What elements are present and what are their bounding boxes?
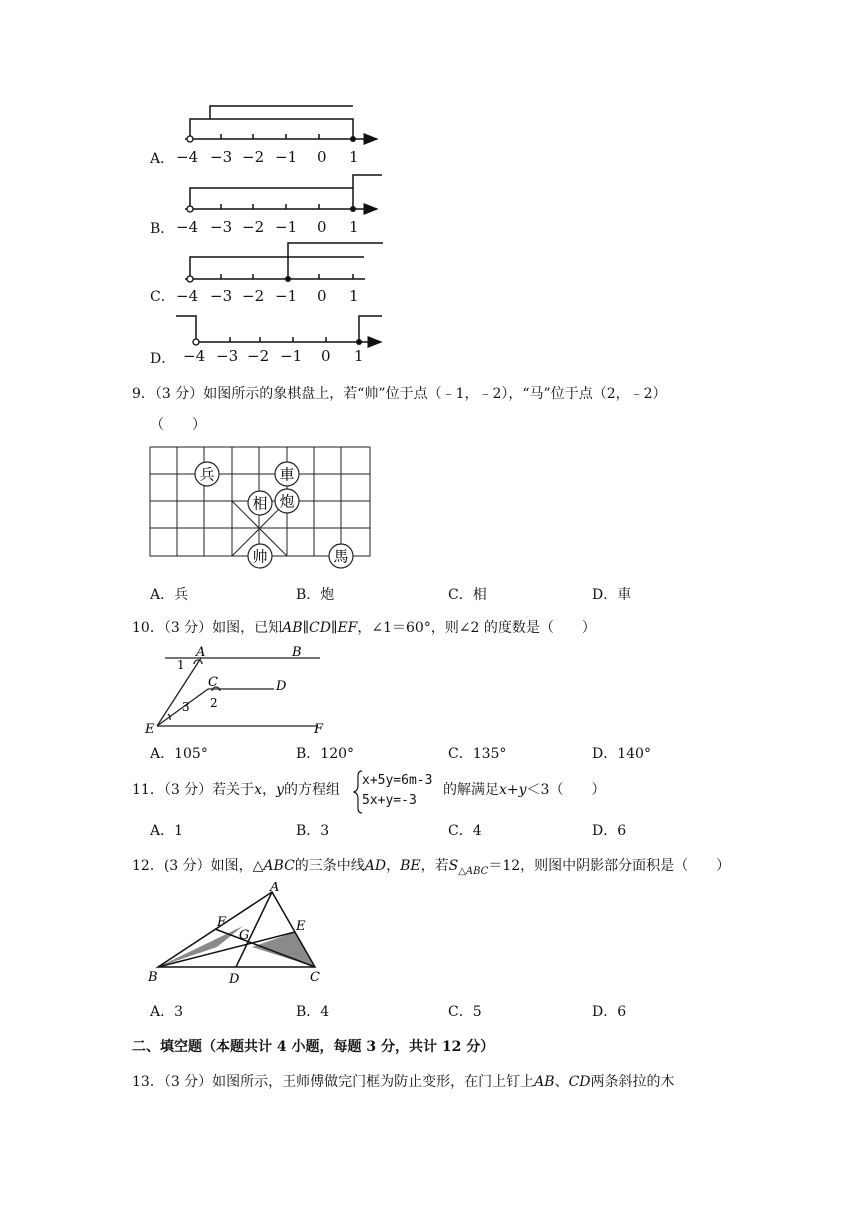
number-line-d [176,316,382,342]
label-a: A [196,645,206,660]
equation-1: x+5y=6m-3 [362,773,433,788]
tick-label: 0 [317,218,327,236]
q12-option-d: D．6 [592,1004,627,1020]
point-e-label: E [296,919,306,934]
q9-answer-paren: （ ） [150,417,206,433]
q10-stem [132,619,596,637]
tick-label: 0 [317,148,327,166]
q12-option-a: A．3 [150,1004,184,1020]
chess-piece-pao [275,489,299,513]
q11-stem-part: ， [262,782,277,798]
svg-text:兵: 兵 [199,465,215,484]
q11-option-d: D．6 [592,823,627,839]
label-d: D [276,679,287,694]
area-symbol: S [448,858,459,874]
q10-stem-part: ，∠1＝60°，则∠2 的度数是（ ） [357,620,596,636]
tick-label: −2 [242,218,265,236]
vertex-b-label: B [148,970,158,985]
q10-parallel-lines: AB∥CD∥EF [282,620,358,636]
chess-piece-che [275,462,299,486]
tick-label: −3 [210,218,233,236]
vertex-a-label: A [270,882,280,895]
q12-stem-part: 的三条中线 [294,858,365,874]
svg-text:炮: 炮 [279,492,295,511]
q9-option-d: D．車 [592,587,632,603]
angle-1-label: 1 [177,658,185,672]
svg-text:相: 相 [252,494,268,513]
q10-option-c: C．135° [448,746,507,762]
chess-piece-ma [329,544,353,568]
equation-2: 5x+y=-3 [362,793,417,808]
tick-label: −3 [216,347,239,365]
svg-text:車: 車 [279,465,295,484]
tick-labels-d [183,347,393,367]
q10-stem-part: 10．（3 分）如图，已知 [132,620,283,636]
equation-system [362,771,432,811]
tick-labels-c [176,287,386,307]
tick-label: −3 [210,148,233,166]
q12-option-b: B．4 [296,1004,330,1020]
number-line-b [185,175,382,209]
q9-option-c: C．相 [448,587,487,603]
chess-piece-shuai [248,544,272,568]
chess-piece-bing [195,462,219,486]
option-b-label: B． [150,221,175,237]
label-f: F [314,722,324,737]
tick-label: −3 [210,287,233,305]
tick-label: −1 [280,347,303,365]
q11-stem-part: ＜3（ ） [526,782,606,798]
label-e: E [145,722,155,737]
q10-option-a: A．105° [150,746,208,762]
q12-option-c: C．5 [448,1004,482,1020]
q12-stem [132,857,730,881]
tick-label: −2 [242,148,265,166]
q13-stem-part: 、 [554,1074,569,1090]
tick-labels-a [176,148,386,168]
triangle-medians-figure [140,882,340,990]
tick-label: −4 [176,218,199,236]
parallel-lines-figure [140,640,350,740]
q9-option-a: A．兵 [150,587,189,603]
option-d-label: D． [150,351,176,367]
area-subscript: △ABC [458,865,489,877]
number-line-c [185,243,383,279]
tick-label: −1 [275,148,298,166]
label-b: B [292,645,302,660]
q11-stem-part: 11．（3 分）若关于 [132,782,255,798]
shaded-region-left [158,926,243,967]
q12-stem-part: 12．(3 分）如图，△ [132,858,264,874]
q11-stem-tail [443,781,605,799]
tick-label: 0 [321,347,331,365]
q11-condition: x+y [499,782,527,798]
svg-text:馬: 馬 [333,547,349,566]
tick-label: −4 [183,347,206,365]
option-a-label: A． [150,151,175,167]
svg-text:帅: 帅 [252,547,268,566]
q9-stem: 9．（3 分）如图所示的象棋盘上，若“帅”位于点（﹣1，﹣2），“马”位于点（2，﹣2） [132,386,667,402]
section-2-heading: 二、填空题（本题共计 4 小题，每题 3 分，共计 12 分） [132,1039,495,1055]
q12-stem-part: ， [386,858,401,874]
number-line-a [185,106,377,139]
tick-label: −2 [247,347,270,365]
tick-label: −2 [242,287,265,305]
point-d-label: D [229,972,240,987]
tick-label: −1 [275,218,298,236]
tick-label: 0 [317,287,327,305]
q13-stem [132,1073,675,1091]
q11-option-c: C．4 [448,823,482,839]
tick-label: 1 [349,218,359,236]
var-x: x [254,782,263,798]
q11-stem-lead [132,781,340,799]
q10-option-b: B．120° [296,746,355,762]
tick-labels-b [176,218,386,238]
tick-label: −4 [176,287,199,305]
angle-3-label: 3 [182,700,190,714]
segment-cd: CD [568,1074,591,1090]
label-c: C [208,675,218,690]
chess-board-figure [140,440,380,580]
q12-stem-part: ＝12，则图中阴影部分面积是（ ） [488,858,731,874]
var-y: y [276,782,284,798]
vertex-c-label: C [310,970,320,985]
point-g-label: G [239,928,250,943]
q9-option-b: B．炮 [296,587,335,603]
q13-stem-part: 两条斜拉的木 [590,1074,675,1090]
tick-label: 1 [349,287,359,305]
tick-label: 1 [354,347,364,365]
median-ad: AD [364,858,387,874]
tick-label: 1 [349,148,359,166]
tick-label: −4 [176,148,199,166]
q11-option-a: A．1 [150,823,184,839]
q11-stem-part: 的解满足 [443,782,499,798]
triangle-abc: ABC [263,858,295,874]
q11-stem-part: 的方程组 [284,782,340,798]
point-f-label: F [217,915,227,930]
q13-stem-part: 13．（3 分）如图所示，王师傅做完门框为防止变形，在门上钉上 [132,1074,535,1090]
angle-2-label: 2 [210,696,218,710]
q11-option-b: B．3 [296,823,330,839]
tick-label: −1 [275,287,298,305]
q12-stem-part: ，若 [420,858,449,874]
chess-piece-xiang [248,491,272,515]
segment-ab: AB [534,1074,555,1090]
q10-option-d: D．140° [592,746,651,762]
median-be: BE [400,858,421,874]
option-c-label: C． [150,289,175,305]
